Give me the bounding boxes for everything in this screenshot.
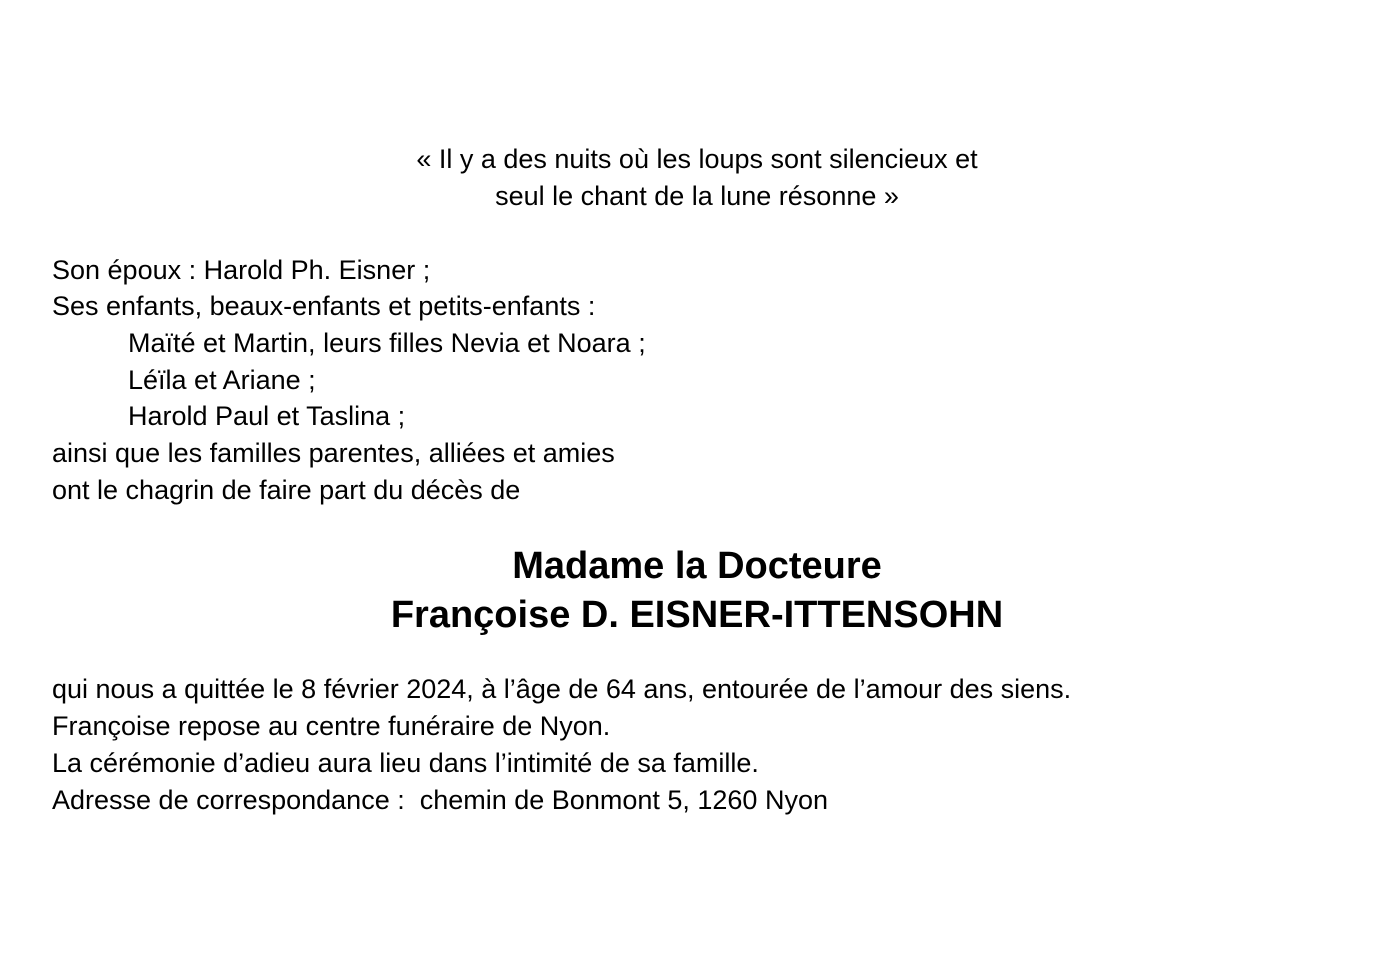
details-line-3: La cérémonie d’adieu aura lieu dans l’intimité de sa famille.	[52, 748, 759, 778]
correspondence-address: Adresse de correspondance : chemin de Bonmont 5, 1260 Nyon	[52, 785, 828, 815]
child-entry-1: Maïté et Martin, leurs filles Nevia et Noara ;	[128, 328, 646, 358]
deceased-name: Françoise D. EISNER-ITTENSOHN	[390, 594, 1004, 636]
deceased-title: Madame la Docteure	[512, 545, 882, 587]
details-line-1: qui nous a quittée le 8 février 2024, à l’âge de 64 ans, entourée de l’amour des siens.	[52, 674, 1072, 704]
quote-line-2: seul le chant de la lune résonne »	[495, 181, 899, 211]
relatives-line: ainsi que les familles parentes, alliées et amies	[52, 438, 615, 468]
children-intro: Ses enfants, beaux-enfants et petits-enfants :	[52, 291, 596, 321]
quote-line-1: « Il y a des nuits où les loups sont silencieux et	[416, 144, 978, 174]
details-line-2: Françoise repose au centre funéraire de Nyon.	[52, 711, 611, 741]
announcement-line: ont le chagrin de faire part du décès de	[52, 475, 521, 505]
child-entry-3: Harold Paul et Taslina ;	[128, 401, 406, 431]
child-entry-2: Léïla et Ariane ;	[128, 365, 316, 395]
spouse-line: Son époux : Harold Ph. Eisner ;	[52, 255, 431, 285]
